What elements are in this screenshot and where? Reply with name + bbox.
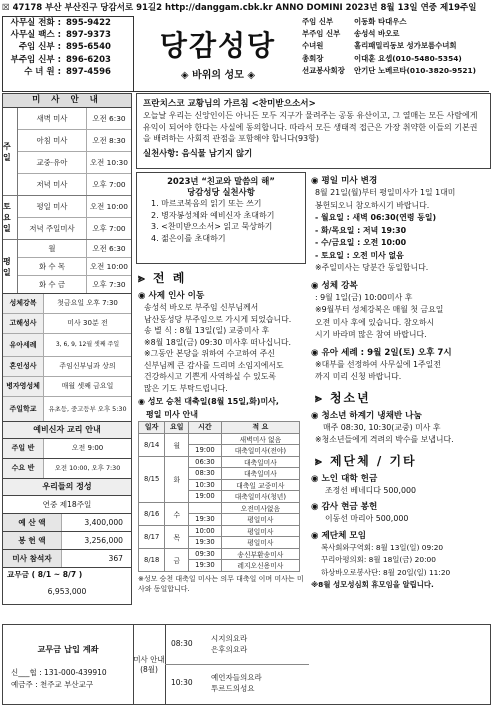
quote-action: 실천사항: 음식물 남기지 않기 (143, 147, 253, 158)
schedule-row: 화 수 금 오후 7:30 (18, 276, 131, 293)
offering-row: 미사 참석자 367 (2, 550, 132, 568)
contact-row: 부주임 신부 : 896-6203 (10, 54, 111, 65)
list-item: 08:30 시지의요라 은후의요라 (165, 625, 309, 665)
table-row: 19:00 대축일미사(청년) (139, 491, 300, 503)
middle-column: 2023년 “친교와 말씀의 해” 당감성당 실천사항 1. 마르코복음의 읽기 또는 쓰기 2. 병자봉성체와 예비신자 초대하기 3. <찬미받으소서> 읽고 묵상하기 4. 젊은이를 초대하기 ⪢ 전 례 ◉ 사제 인사 이동 송성석 바오로 부주임 신부님께서 남산동성당 부주임으로 가시게 되었습니다. 송 별 식 : 8월 13일(일) 교중미사 후 ※8월 18일(금) 09:30 미사후 떠나십니다. ※그동안 본당을 위하여 수고하여 주신 신부님께 큰 감사를 드리며 소임지에서도 건강하시고 기쁜게 사역하실 수 있도록 많은 기도 부탁드립니다. ◉ 성모 승천 대축일(8월 15일,화)미사, 평일 미사 안내 일자 요일 시간 적 요 8/14 월 새벽미사 없음 19:00 대축일미사(전야) 8/15 화 06:30 대축일미사 08:30 대축일미사 10:30 대축일 교중미사 19:00 대축일미사(청년) 8/16 수 오전미사없음 19:30 평일미사 8/17 목 10:00 평일미사 19:30 평일미사 8/18 금 09:30 송신부환송미사 19:30 레지오신용미사 ※성모 승천 대축일 미사는 의무 대축일 이며 미사는 미사와 동일합니다. (136, 172, 306, 594)
info-row: 주일학교 유초등, 중고등부 오후 5:30 (3, 397, 131, 421)
contacts-left (2, 16, 134, 92)
contact-row: 수 녀 원 : 897-4596 (24, 66, 111, 77)
table-row: 8/17 목 10:00 평일미사 (139, 525, 300, 537)
list-item: 10:30 예언자들의요라 투르드의성요 (171, 673, 262, 693)
quote-body: 오늘날 우리는 신앙인이든 아니든 모두 지구가 물려주는 공동 유산이고, 그 열매는 모든 사람에게 유익이 되어야 한다는 사실에 동의합니다. 따라서 모든 생태적 접근은 가장 취약한 이들의 기본권을 배려하는 사회적 관점을 포함해야 합니다(93항) (143, 111, 478, 143)
infant-baptism: ※대부를 선정하여 사무실에 1주일전 까지 미리 신청 바랍니다. (315, 359, 441, 381)
sacrament-info (2, 294, 132, 422)
mass-schedule-title: 미 사 안 내 (3, 94, 131, 108)
offering-week: 연중 제18주일 (2, 496, 132, 514)
mass-guide: 미사 안내 (8월) 08:30 시지의요라 은후의요라 10:30 예언자들의요라 투르드의성요 (133, 625, 309, 704)
info-row: 고해성사 미사 30분 전 (3, 314, 131, 334)
offering-title: 우리들의 정성 (2, 479, 132, 496)
staff-row: 부주임 신부 송성석 바오로 (302, 29, 400, 39)
table-row: 19:30 평일미사 (139, 514, 300, 526)
schedule-group-weekday: 평일 월 오전 6:30 화 수 목 오전 10:00 화 수 금 오후 7:30 (3, 240, 131, 293)
catechumen-title: 예비신자 교리 안내 (2, 422, 132, 439)
schedule-group-sunday: 주일 새벽 미사 오전 6:30 아침 미사 오전 8:30 교중·유아 오전 10:30 저녁 미사 오후 7:00 (3, 108, 131, 196)
contacts-right (302, 16, 489, 90)
info-row: 주일 반 오전 9:00 (2, 439, 132, 459)
info-row: 병자영성체 매월 셋째 금요일 (3, 377, 131, 397)
schedule-row: 교중·유아 오전 10:30 (18, 152, 131, 174)
section-heading: ⪢ 제단체 / 기타 (315, 453, 417, 468)
staff-row: 선교봉사회장 안기단 노베르타(010-3820-9521) (302, 65, 477, 75)
table-row: 19:00 대축일미사(전야) (139, 445, 300, 457)
schedule-row: 저녁 주일미사 오후 7:00 (18, 218, 131, 239)
table-row: 19:30 레지오신용미사 (139, 560, 300, 572)
schedule-row: 월 오전 6:30 (18, 240, 131, 258)
table-row: 8/15 화 06:30 대축일미사 (139, 456, 300, 468)
left-column (2, 93, 132, 605)
schedule-row: 화 수 목 오전 10:00 (18, 258, 131, 276)
header-address: ☒ 47178 부산 부산진구 당감서로 91길2 http://danggam.cbk.kr ANNO DOMINI 2023년 8월 13일 연중 제19주일 (2, 3, 477, 13)
page-subtitle: ◈ 바위의 성모 ◈ (180, 70, 256, 81)
school-fee: 교무금 ( 8/1 ~ 8/7 ) 6,953,000 (2, 568, 132, 605)
mass-change-table: 일자 요일 시간 적 요 8/14 월 새벽미사 없음 19:00 대축일미사(전야) 8/15 화 06:30 대축일미사 08:30 대축일미사 10:30 대축일 교중미사 19:00 대축일미사(청년) 8/16 수 오전미사없음 19:30 평일미사 8/17 목 10:00 평일미사 19:30 평일미사 8/18 금 09:30 송신부환송미사 19:30 레지오신용미사 (138, 421, 300, 572)
pope-quote (136, 93, 491, 169)
section-heading: ⪢ 전 례 (138, 271, 187, 285)
footer-box (2, 624, 491, 705)
section-heading: ⪢ 청소년 (315, 390, 371, 405)
bank-account: 교무금 납입 계좌 신___협 : 131-000-439910 예금주 : 천주교 부산교구 (3, 625, 134, 704)
staff-row: 주임 신부 이동화 타대우스 (302, 17, 407, 26)
transfer-notice: 송성석 바오로 부주임 신부님께서 남산동성당 부주임으로 가시게 되었습니다. 송 별 식 : 8월 13일(일) 교중미사 후 ※8월 18일(금) 09:30 미사후 떠나십니다. ※그동안 본당을 위하여 수고하여 주신 신부님께 큰 감사를 드리며 소임지에서도 건강하시고 기쁜게 사역하실 수 있도록 많은 기도 부탁드립니다. (144, 303, 292, 393)
schedule-row: 아침 미사 오전 8:30 (18, 130, 131, 152)
table-row: 8/14 월 새벽미사 없음 (139, 433, 300, 445)
table-row: 8/18 금 09:30 송신부환송미사 (139, 548, 300, 560)
group-meetings: 복사회와구역회: 8월 13일(일) 09:20 꾸리아평의회: 8월 18일(금) 20:00 하상바오로봉사단: 8월 20일(일) 11:20 (321, 542, 451, 577)
contact-row: 주임 신부 : 895-6540 (18, 42, 111, 53)
schedule-row: 평일 미사 오전 10:00 (18, 196, 131, 218)
page-title: 당감성당 (159, 29, 277, 62)
schedule-group-saturday: 토요일 평일 미사 오전 10:00 저녁 주일미사 오후 7:00 (3, 196, 131, 240)
table-row: 08:30 대축일미사 (139, 468, 300, 480)
youth-noodle: 매주 08:30, 10:30(교중) 미사 후 ※청소년들에게 격려의 박수를 보냅니다. (315, 422, 454, 444)
mass-note: ※성모 승천 대축일 미사는 의무 대축일 이며 미사는 미사와 동일합니다. (138, 574, 304, 593)
right-column: ◉ 평일 미사 변경 8월 21일(월)부터 평일미사가 1일 1대미 봉헌되오니 참오하시기 바랍니다. - 월요일 : 새벽 06:30(연령 동일) - 화/목요일 : 저녁 19:30 - 수/금요일 : 오전 10:00 - 토요일 : 오전 미사 없음 ※주일미사는 당분간 동일합니다. ◉ 성체 강복 : 9월 1일(금) 10:00미사 후 ※9월부터 성체강복은 매월 첫 금요일 오전 미사 후에 있습니다. 참오하시 시기 바라며 많은 참여 바랍니다. ◉ 유아 세례 : 9월 2일(토) 오후 7시 ※대부를 선정하여 사무실에 1주일전 까지 미리 신청 바랍니다. ⪢ 청소년 ◉ 청소년 하계기 냉채반 나눔 매주 08:30, 10:30(교중) 미사 후 ※청소년들에게 격려의 박수를 보냅니다. ⪢ 제단체 / 기타 ◉ 노인 대학 헌금 조정선 베네디다 500,000 ◉ 감사 현금 봉헌 이동선 마리아 500,000 ◉ 제단체 모임 복사회와구역회: 8월 13일(일) 09:20 꾸리아평의회: 8월 18일(금) 20:00 하상바오로봉사단: 8월 20일(일) 11:20 ※8월 성모성심회 휴모임을 알립니다. (309, 172, 489, 592)
quote-title: 프란치스코 교황님의 가르침 <찬미받으소서> (143, 99, 316, 109)
schedule-row: 저녁 미사 오후 7:00 (18, 174, 131, 195)
info-row: 성체강복 첫금요일 오후 7:30 (3, 294, 131, 314)
table-row: 10:30 대축일 교중미사 (139, 479, 300, 491)
table-row: 8/16 수 오전미사없음 (139, 502, 300, 514)
staff-row: 수녀원 홀리패밀리동보 성가보름수녀회 (302, 41, 457, 51)
staff-row: 총회장 이대훈 요셉(010-5480-5354) (302, 53, 462, 63)
table-row: 19:30 평일미사 (139, 537, 300, 549)
mass-schedule (2, 93, 132, 294)
info-row: 수요 반 오전 10:00, 오후 7:30 (2, 459, 132, 479)
schedule-row: 새벽 미사 오전 6:30 (18, 108, 131, 130)
contact-row: 사무실 팩스 : 897-9373 (10, 30, 111, 41)
eucharist-adoration: : 9월 1일(금) 10:00미사 후 ※9월부터 성체강복은 매월 첫 금요일 오전 미사 후에 있습니다. 참오하시 시기 바라며 많은 참여 바랍니다. (315, 292, 444, 339)
info-row: 혼인성사 주임신부님과 상의 (3, 357, 131, 377)
info-row: 유아세례 3, 6, 9, 12월 셋째 주일 (3, 334, 131, 357)
slogan-box: 2023년 “친교와 말씀의 해” 당감성당 실천사항 1. 마르코복음의 읽기 또는 쓰기 2. 병자봉성체와 예비신자 초대하기 3. <찬미받으소서> 읽고 묵상하기 4. 젊은이를 초대하기 (136, 172, 306, 264)
offering-row: 예 산 액 3,400,000 (2, 514, 132, 532)
contact-row: 사무실 전화 : 895-9422 (10, 18, 111, 28)
offering-row: 봉 헌 액 3,256,000 (2, 532, 132, 550)
header-divider (2, 91, 489, 92)
weekday-mass-change: 8월 21일(월)부터 평일미사가 1일 1대미 봉헌되오니 참오하시기 바랍니다. - 월요일 : 새벽 06:30(연령 동일) - 화/목요일 : 저녁 19:30 - 수/금요일 : 오전 10:00 - 토요일 : 오전 미사 없음 ※주일미사는 당분간 동일합니다. (315, 188, 456, 272)
